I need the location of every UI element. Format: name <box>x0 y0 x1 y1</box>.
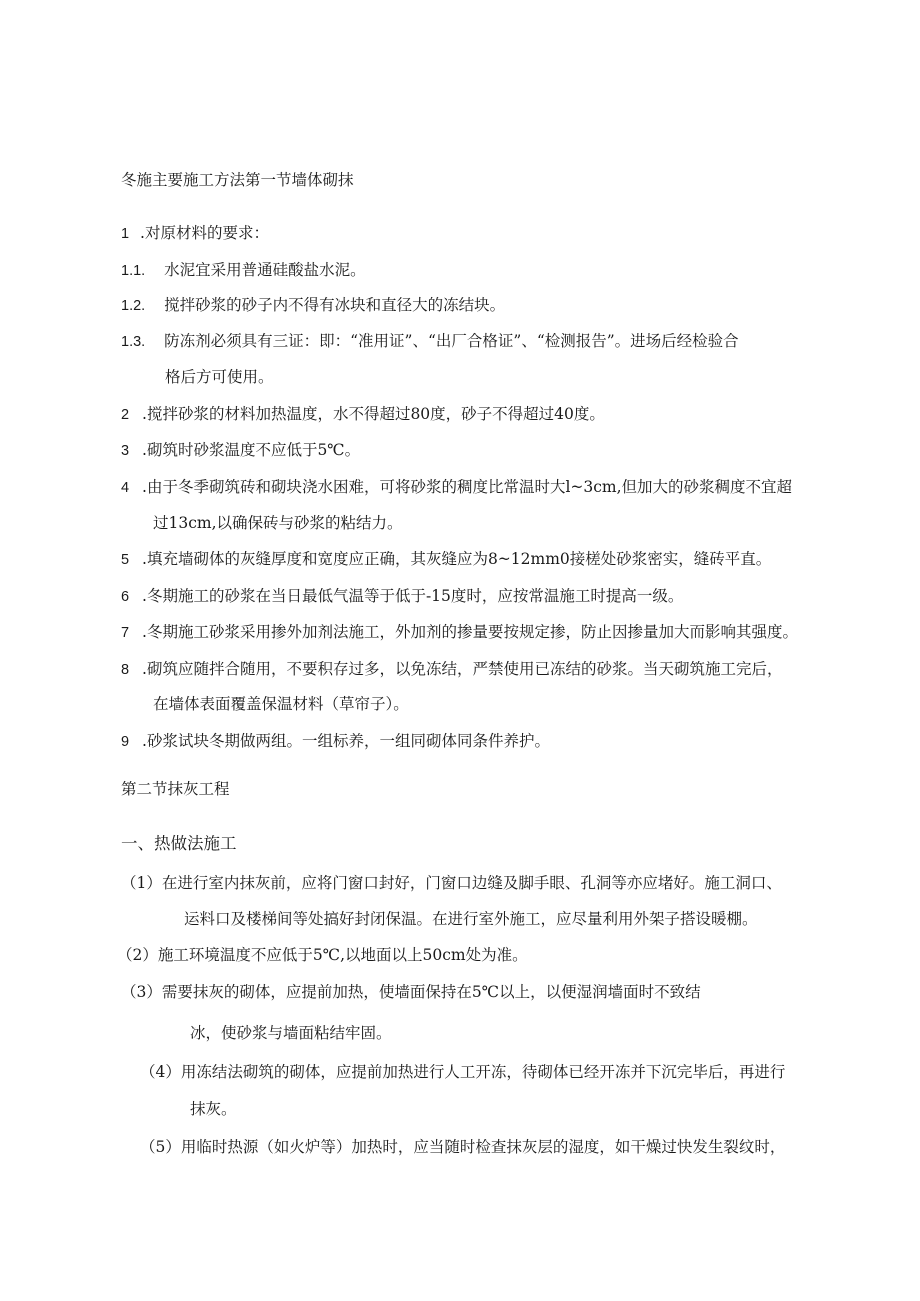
item-number: 2 <box>121 407 130 423</box>
item-number: 3 <box>121 443 130 459</box>
item-continuation: 过13cm,以确保砖与砂浆的粘结力。 <box>153 514 403 532</box>
list-item <box>121 731 550 752</box>
item-number: （1） <box>121 874 162 892</box>
item-number: 8 <box>121 662 130 678</box>
item-text: .搅拌砂浆的材料加热温度，水不得超过80度，砂子不得超过40度。 <box>142 405 605 423</box>
list-item <box>121 622 798 643</box>
list-item <box>121 223 269 244</box>
item-text: .砌筑时砂浆温度不应低于5℃。 <box>142 441 361 459</box>
item-text: 用冻结法砌筑的砌体，应提前加热进行人工开冻，待砌体已经开冻并下沉完毕后，再进行 <box>180 1063 786 1081</box>
subsection-title: 一、热做法施工 <box>121 834 237 853</box>
list-item <box>121 295 505 316</box>
item-continuation: 格后方可使用。 <box>165 368 274 386</box>
item-number: 6 <box>121 589 130 605</box>
item-text: .冬期施工的砂浆在当日最低气温等于低于-15度时，应按常温施工时提高一级。 <box>142 587 684 605</box>
item-continuation: 抹灰。 <box>190 1100 237 1118</box>
list-item <box>140 1137 785 1157</box>
item-number: 1.1. <box>121 263 146 279</box>
item-text: 搅拌砂浆的砂子内不得有冰块和直径大的冻结块。 <box>164 296 506 314</box>
item-text: .砌筑应随拌合随用，不要积存过多，以免冻结，严禁使用已冻结的砂浆。当天砌筑施工完后， <box>142 660 783 678</box>
section2-title: 第二节抹灰工程 <box>121 780 230 798</box>
item-number: 1 <box>121 226 130 242</box>
item-number: （5） <box>140 1138 181 1156</box>
item-text: .砂浆试块冬期做两组。一组标养，一组同砌体同条件养护。 <box>142 732 550 750</box>
item-text: 在进行室内抹灰前，应将门窗口封好，门窗口边缝及脚手眼、孔洞等亦应堵好。施工洞口、 <box>161 874 782 892</box>
item-text: 水泥宜采用普通硅酸盐水泥。 <box>164 261 366 279</box>
item-text: .对原材料的要求： <box>140 224 269 242</box>
item-number: 4 <box>121 480 130 496</box>
list-item <box>121 659 782 680</box>
item-continuation: 运料口及楼梯间等处搞好封闭保温。在进行室外施工，应尽量利用外架子搭设暖棚。 <box>184 910 758 928</box>
list-item <box>121 982 701 1002</box>
item-text: 防冻剂必须具有三证：即：“准用证”、“出厂合格证”、“检测报告”。进场后经检验合 <box>164 332 739 350</box>
list-item <box>121 260 366 281</box>
item-text: .填充墙砌体的灰缝厚度和宽度应正确，其灰缝应为8~12mm0接槎处砂浆密实，缝砖平直。 <box>142 550 772 568</box>
item-continuation: 在墙体表面覆盖保温材料（草帘子）。 <box>153 695 409 713</box>
item-number: （3） <box>121 983 162 1001</box>
list-item <box>121 331 739 352</box>
item-number: 7 <box>121 625 130 641</box>
list-item <box>117 945 528 965</box>
item-text: 用临时热源（如火炉等）加热时，应当随时检查抹灰层的湿度，如干燥过快发生裂纹时， <box>180 1138 786 1156</box>
list-item <box>140 1062 785 1082</box>
item-text: 施工环境温度不应低于5℃,以地面以上50cm处为准。 <box>157 946 528 964</box>
list-item <box>121 477 792 498</box>
item-number: （2） <box>117 946 158 964</box>
item-number: （4） <box>140 1063 181 1081</box>
item-text: .由于冬季砌筑砖和砌块浇水困难，可将砂浆的稠度比常温时大l~3cm,但加大的砂浆稠度不宜超 <box>142 478 793 496</box>
item-continuation: 冰，使砂浆与墙面粘结牢固。 <box>190 1024 392 1042</box>
section1-title: 冬施主要施工方法第一节墙体砌抹 <box>121 171 354 189</box>
list-item <box>121 549 771 570</box>
item-number: 9 <box>121 734 130 750</box>
list-item <box>121 586 683 607</box>
list-item <box>121 873 782 893</box>
item-text: 需要抹灰的砌体，应提前加热，使墙面保持在5℃以上，以便湿润墙面时不致结 <box>161 983 701 1001</box>
list-item <box>121 440 360 461</box>
item-number: 1.2. <box>121 298 146 314</box>
item-number: 1.3. <box>121 334 146 350</box>
list-item <box>121 404 605 425</box>
item-text: .冬期施工砂浆采用掺外加剂法施工，外加剂的掺量要按规定掺，防止因掺量加大而影响其强度。 <box>142 623 798 641</box>
item-number: 5 <box>121 552 130 568</box>
